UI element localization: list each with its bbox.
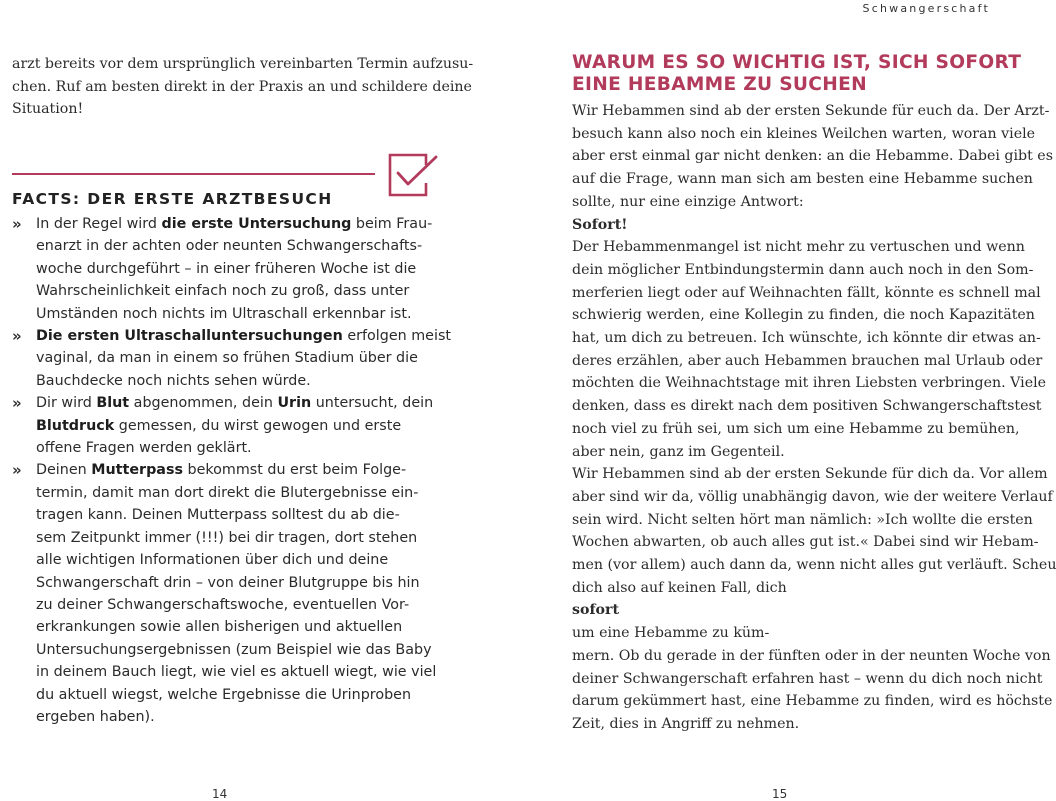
fact-line bbox=[36, 661, 437, 683]
body-line bbox=[572, 327, 1041, 350]
text-run: denken, dass es direkt nach dem positiven Schwangerschaftstest bbox=[572, 398, 1042, 415]
text-run: merferien liegt oder auf Weihnachten fällt, könnte es schnell mal bbox=[572, 284, 1041, 301]
text-run: aber sind wir da, völlig unabhängig davon, wie der weitere Verlauf bbox=[572, 488, 1053, 505]
text-run: sollte, nur eine einzige Antwort: bbox=[572, 193, 804, 210]
fact-line bbox=[36, 527, 432, 549]
bullet-marker-icon: » bbox=[12, 327, 22, 346]
page-number-right: 15 bbox=[772, 787, 788, 801]
fact-line bbox=[36, 370, 432, 392]
body-line bbox=[572, 713, 990, 736]
body-line bbox=[572, 236, 1025, 259]
text-run: Wir Hebammen sind ab der ersten Sekunde für dich da. Vor allem bbox=[572, 466, 1048, 483]
body-line bbox=[572, 304, 1035, 327]
emphasized-text: Blut bbox=[96, 395, 130, 412]
intro-line: Situation! bbox=[12, 101, 84, 118]
text-run: aber erst einmal gar nicht denken: an die Hebamme. Dabei gibt es bbox=[572, 148, 1053, 165]
body-line bbox=[572, 372, 1047, 395]
text-run: termin, damit man dort direkt die Blutergebnisse ein- bbox=[36, 484, 419, 501]
fact-line bbox=[36, 684, 432, 706]
text-run: men (vor allem) auch dann da, wenn nicht alles gut verläuft. Scheu bbox=[572, 557, 1056, 574]
text-run: möchten die Weihnachtstage mit ihren Liebsten verbringen. Viele bbox=[572, 375, 1047, 392]
text-run: woche durchgeführt – in einer früheren Woche ist die bbox=[36, 260, 417, 277]
text-run: abgenommen, dein bbox=[129, 395, 278, 412]
emphasized-text: Die ersten Ultraschalluntersuchungen bbox=[36, 328, 343, 345]
text-run: erkrankungen sowie allen bisherigen und aktuellen bbox=[36, 619, 403, 636]
text-run: um eine Hebamme zu küm- bbox=[572, 625, 770, 642]
text-run: alle wichtigen Informationen über dich und deine bbox=[36, 552, 389, 569]
text-run: deiner Schwangerschaft erfahren hast – wenn du dich noch nicht bbox=[572, 670, 1043, 687]
text-run: In der Regel wird bbox=[36, 216, 162, 232]
body-line bbox=[572, 191, 990, 236]
text-run: in deinem Bauch liegt, wie viel es aktuell wiegt, wie viel bbox=[36, 664, 437, 681]
section-title bbox=[572, 52, 1021, 96]
text-run: darum gekümmert hast, eine Hebamme zu finden, wird es höchste bbox=[572, 693, 1053, 710]
body-line bbox=[572, 668, 1043, 691]
text-run: du aktuell wiegst, welche Ergebnisse die Urinproben bbox=[36, 686, 412, 703]
text-run: Wir Hebammen sind ab der ersten Sekunde für euch da. Der Arzt- bbox=[572, 103, 1050, 119]
fact-line bbox=[36, 459, 432, 481]
text-run: Wochen abwarten, ob auch alles gut ist.« Dabei sind wir Hebam- bbox=[572, 534, 1039, 551]
body-text bbox=[572, 100, 1056, 736]
facts-list bbox=[12, 213, 451, 728]
text-run: offene Fragen werden geklärt. bbox=[36, 440, 252, 457]
text-run: Deinen bbox=[36, 462, 92, 479]
emphasized-text: sofort bbox=[572, 602, 620, 619]
text-run: aber nein, ganz im Gegenteil. bbox=[572, 443, 785, 460]
fact-line bbox=[36, 347, 432, 369]
text-run: dich also auf keinen Fall, dich bbox=[572, 579, 787, 596]
text-run: bekommst du erst beim Folge- bbox=[182, 462, 407, 479]
fact-line bbox=[36, 213, 432, 235]
title-line: EINE HEBAMME ZU SUCHEN bbox=[572, 74, 867, 95]
body-line bbox=[572, 690, 1053, 713]
fact-line bbox=[36, 415, 432, 437]
text-run: Dir wird bbox=[36, 395, 97, 412]
intro-line: arzt bereits vor dem ursprünglich vereinbarten Termin aufzusu- bbox=[12, 56, 474, 72]
body-line bbox=[572, 509, 1033, 532]
fact-line bbox=[36, 325, 451, 347]
text-run: tragen kann. Deinen Mutterpass solltest du ab die- bbox=[36, 507, 400, 524]
fact-item bbox=[12, 459, 437, 728]
fact-line bbox=[36, 616, 432, 638]
text-run: gemessen, du wirst gewogen und erste bbox=[114, 417, 402, 434]
facts-divider-rule bbox=[12, 173, 375, 175]
intro-paragraph bbox=[12, 53, 474, 121]
body-line bbox=[572, 531, 1039, 554]
facts-heading: FACTS: DER ERSTE ARZTBESUCH bbox=[12, 190, 333, 208]
bullet-marker-icon: » bbox=[12, 461, 22, 480]
body-line bbox=[572, 282, 1041, 305]
body-line bbox=[572, 145, 1053, 168]
text-run: ergeben haben). bbox=[36, 708, 155, 725]
text-run: mern. Ob du gerade in der fünften oder in der neunten Woche von bbox=[572, 647, 1051, 664]
checkbox-checked-icon bbox=[388, 153, 440, 199]
body-line bbox=[572, 577, 990, 645]
bullet-marker-icon: » bbox=[12, 394, 22, 413]
text-run: Bauchdecke noch nichts sehen würde. bbox=[36, 372, 311, 389]
text-run: zu deiner Schwangerschaftswoche, eventuellen Vor- bbox=[36, 596, 410, 613]
emphasized-text: Sofort! bbox=[572, 216, 628, 233]
fact-item bbox=[12, 392, 432, 459]
text-run: enarzt in der achten oder neunten Schwangerschafts- bbox=[36, 238, 423, 255]
body-line bbox=[572, 100, 1050, 123]
body-line bbox=[572, 463, 1048, 486]
text-run: hat, um dich zu betreuen. Ich wünschte, ich könnte dir etwas an- bbox=[572, 330, 1041, 347]
text-run: besuch kann also noch ein kleines Weilchen warten, woran viele bbox=[572, 125, 1036, 142]
text-run: sem Zeitpunkt immer (!!!) bei dir tragen, dort stehen bbox=[36, 529, 418, 546]
fact-line bbox=[36, 303, 432, 325]
fact-line bbox=[36, 504, 432, 526]
text-run: Schwangerschaft drin – von deiner Blutgruppe bis hin bbox=[36, 574, 420, 591]
text-run: Wahrscheinlichkeit einfach noch zu groß, dass unter bbox=[36, 283, 410, 300]
text-run: schwierig werden, eine Kollegin zu finden, die noch Kapazitäten bbox=[572, 307, 1035, 324]
fact-line bbox=[36, 482, 432, 504]
text-run: auf die Frage, wann man sich am besten eine Hebamme suchen bbox=[572, 171, 1033, 188]
body-line bbox=[572, 554, 1056, 577]
body-line bbox=[572, 168, 1033, 191]
text-run: Untersuchungsergebnissen (zum Beispiel wie das Baby bbox=[36, 641, 432, 658]
title-line: WARUM ES SO WICHTIG IST, SICH SOFORT bbox=[572, 52, 1022, 73]
body-line bbox=[572, 441, 990, 464]
text-run: noch viel zu früh sei, um sich um eine Hebamme zu bemühen, bbox=[572, 420, 1020, 437]
fact-line bbox=[36, 235, 432, 257]
text-run: deres erzählen, aber auch Hebammen brauchen mal Urlaub oder bbox=[572, 352, 1043, 369]
fact-line bbox=[36, 549, 432, 571]
body-line bbox=[572, 350, 1043, 373]
text-run: Der Hebammenmangel ist nicht mehr zu vertuschen und wenn bbox=[572, 239, 1025, 256]
emphasized-text: Mutterpass bbox=[91, 462, 183, 479]
fact-line bbox=[36, 437, 432, 459]
fact-line bbox=[36, 258, 432, 280]
page-number-left: 14 bbox=[212, 787, 228, 801]
text-run: sein wird. Nicht selten hört man nämlich: »Ich wollte die ersten bbox=[572, 511, 1033, 528]
right-page bbox=[500, 0, 1056, 801]
body-line bbox=[572, 486, 1053, 509]
text-run: dein möglicher Entbindungstermin dann auch noch in den Som- bbox=[572, 261, 1034, 278]
fact-line bbox=[36, 594, 432, 616]
bullet-marker-icon: » bbox=[12, 215, 22, 233]
fact-line bbox=[36, 706, 432, 728]
body-line bbox=[572, 418, 1020, 441]
fact-item bbox=[12, 325, 451, 392]
text-run: untersucht, dein bbox=[311, 395, 434, 412]
emphasized-text: Urin bbox=[277, 395, 312, 412]
body-line bbox=[572, 395, 1042, 418]
text-run: Umständen noch nichts im Ultraschall erkennbar ist. bbox=[36, 305, 412, 322]
body-line bbox=[572, 123, 1036, 146]
text-run: vaginal, da man in einem so frühen Stadium über die bbox=[36, 350, 418, 367]
fact-item bbox=[12, 213, 432, 325]
body-line bbox=[572, 645, 1051, 668]
fact-line bbox=[36, 639, 432, 661]
text-run: Zeit, dies in Angriff zu nehmen. bbox=[572, 715, 800, 732]
left-page bbox=[0, 0, 500, 800]
emphasized-text: Blutdruck bbox=[36, 417, 115, 434]
fact-line bbox=[36, 572, 432, 594]
fact-line bbox=[36, 392, 432, 414]
text-run: beim Frau- bbox=[351, 216, 433, 232]
fact-line bbox=[36, 280, 432, 302]
intro-line: chen. Ruf am besten direkt in der Praxis an und schildere deine bbox=[12, 78, 472, 95]
text-run: erfolgen meist bbox=[342, 328, 451, 345]
emphasized-text: die erste Untersuchung bbox=[161, 216, 352, 232]
body-line bbox=[572, 259, 1034, 282]
running-head: Schwangerschaft bbox=[862, 2, 990, 15]
